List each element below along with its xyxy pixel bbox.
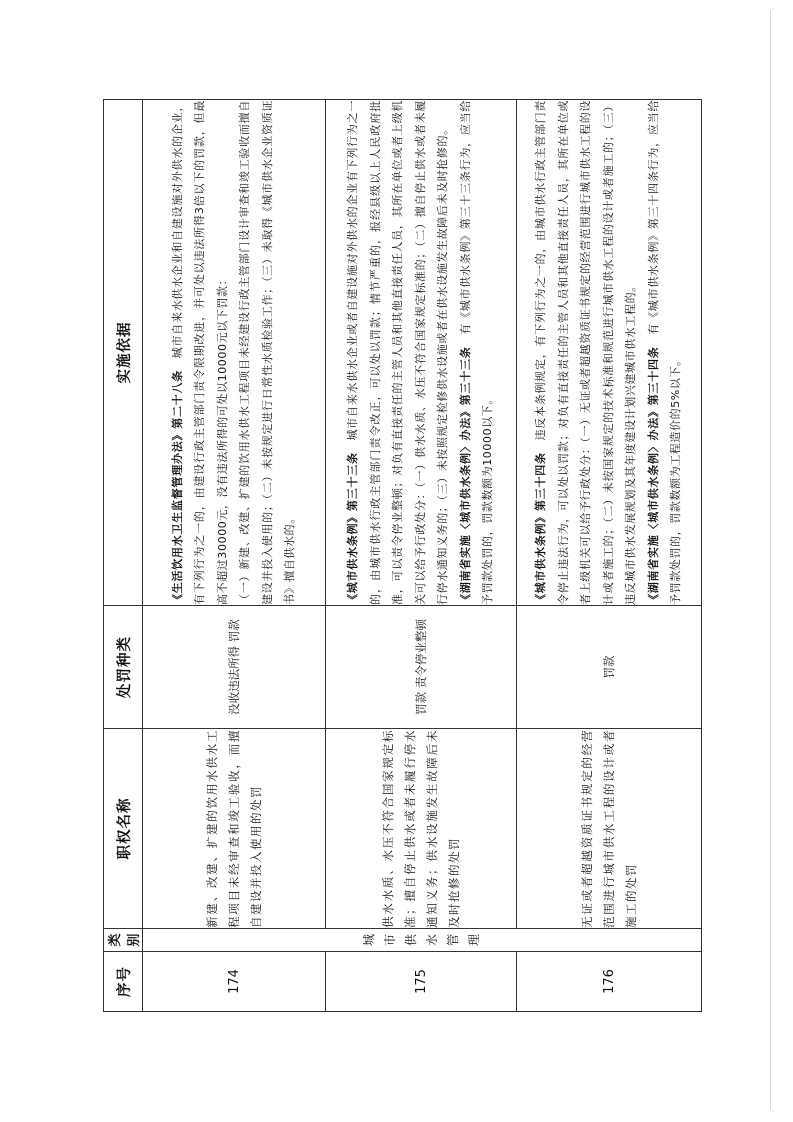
powers-table — [103, 99, 702, 1012]
legal-basis — [326, 100, 517, 606]
law-article-title: 《生活饮用水卫生监督管理办法》第二十八条 — [170, 370, 184, 605]
rotated-table-container — [103, 100, 688, 1012]
power-name: 无证或者超越资质证书规定的经营范围进行城市供水工程的设计或者施工的处罚 — [517, 729, 702, 929]
punishment-type: 罚款 — [517, 606, 702, 729]
header-punishment: 处罚种类 — [104, 606, 143, 729]
legal-basis — [517, 100, 702, 606]
punishment-type: 没收违法所得 罚款 — [143, 606, 326, 729]
type-char: 理 — [467, 934, 481, 947]
header-basis: 实施依据 — [104, 100, 143, 606]
law-article-text: 违反本条例规定，有下列行为之一的，由城市供水行政主管部门责令停止违法行为，可以处以罚款；对负有直接责任的主管人员和其他直接责任人员，其所在单位或者上级机关可以给予行政处分：（一）无证或者超越资质证书规定的经营范围进行城市供水工程的设计或者施工的；（二）未按国家规定的技术标准和规范进行城市供水工程的设计或者施工的；（三）违反城市供水发展规划及其年度建设计划兴建城市供水工程的。 — [534, 100, 638, 605]
legal-basis — [143, 100, 326, 606]
type-label — [359, 934, 485, 946]
row-number: 174 — [143, 952, 326, 1012]
header-type: 类别 — [104, 929, 143, 952]
table-row — [326, 100, 517, 1012]
table-row — [143, 100, 326, 1012]
basis-paragraph — [167, 100, 235, 605]
page-edge-line — [770, 10, 771, 1110]
basis-paragraph — [643, 100, 688, 605]
law-article-text: 有《城市供水条例》第三十三条行为，应当给予罚款处罚的，罚款数额为10000以下。 — [458, 100, 495, 605]
basis-paragraph — [455, 100, 500, 605]
law-article-title: 《湖南省实施〈城市供水条例〉办法》第三十四条 — [646, 346, 660, 605]
header-num: 序号 — [104, 952, 143, 1012]
table-row — [517, 100, 702, 1012]
law-article-text: 有《城市供水条例》第三十四条行为，应当给予罚款处罚的，罚款数额为工程造价的5%以下。 — [646, 100, 683, 605]
basis-paragraph — [342, 100, 455, 605]
type-cell — [143, 929, 702, 952]
header-name: 职权名称 — [104, 729, 143, 929]
law-article-text: 城市自来水供水企业和自建设施对外供水的企业，有下列行为之一的，由建设行政主管部门责令限期改进，并可处以违法所得3倍以下的罚款，但最高不超过30000元，没有违法所得的可处以10000元以下罚款： — [170, 100, 229, 605]
power-name: 新建、改建、扩建的饮用水供水工程项目未经审查和竣工验收，而擅自建设并投入使用的处罚 — [143, 729, 326, 929]
law-article-title: 《城市供水条例》第三十三条 — [346, 452, 360, 605]
row-number: 176 — [517, 952, 702, 1012]
basis-paragraph — [234, 100, 302, 605]
type-char: 水 — [425, 934, 439, 947]
law-article-title: 《湖南省实施〈城市供水条例〉办法》第三十三条 — [458, 346, 472, 605]
row-number: 175 — [326, 952, 517, 1012]
punishment-type: 罚款 责令停业整顿 — [326, 606, 517, 729]
law-article-text: （一）新建、改建、扩建的饮用水供水工程项目未经建设行政主管部门设计审查和竣工验收而擅自建设并投入使用的；（二）未按规定进行日常性水质检验工作；（三）未取得《城市供水企业资质证书》擅自供水的。 — [238, 100, 296, 605]
type-char: 供 — [404, 934, 418, 947]
power-name: 供水水质、水压不符合国家规定标准；擅自停止供水或者未履行停水通知义务；供水设施发生故障后未及时抢修的处罚 — [326, 729, 517, 929]
type-char: 城 — [362, 934, 376, 947]
basis-paragraph — [530, 100, 643, 605]
law-article-title: 《城市供水条例》第三十四条 — [534, 452, 548, 605]
law-article-text: 城市自来水供水企业或者自建设施对外供水的企业有下列行为之一的，由城市供水行政主管部门责令改正，可以处以罚款；情节严重的，报经县级以上人民政府批准，可以责令停业整顿；对负有直接责任的主管人员和其他直接责任人员，其所在单位或者上级机关可以给予行政处分：（一）供水水质、水压不符合国家规定标准的；（二）擅自停止供水或者未履行停水通知义务的；（三）未按照规定检修供水设施或者在供水设施发生故障后未及时抢修的。 — [346, 100, 450, 605]
type-char: 市 — [383, 934, 397, 947]
type-char: 管 — [446, 934, 460, 947]
table-header-row — [104, 100, 143, 1012]
